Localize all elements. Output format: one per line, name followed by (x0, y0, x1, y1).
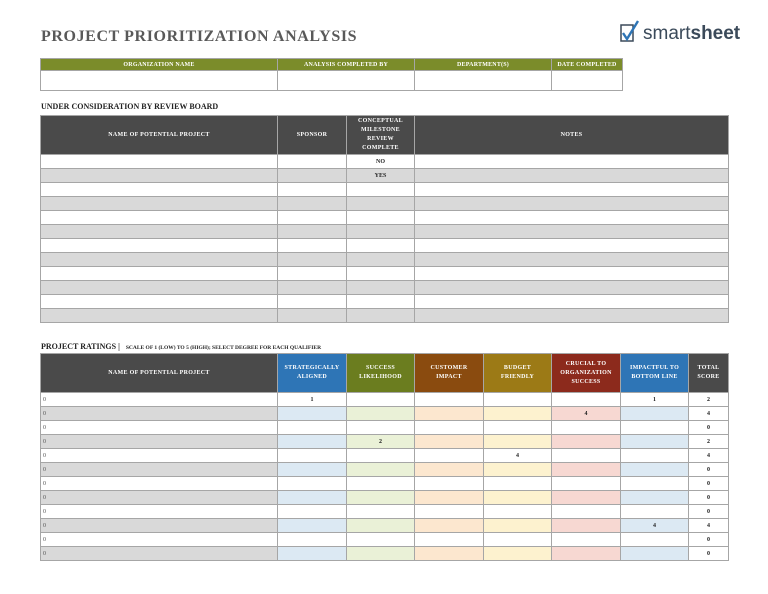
review-header-project: NAME OF POTENTIAL PROJECT (41, 116, 278, 155)
review-project-cell[interactable] (41, 155, 278, 169)
review-row (41, 155, 729, 169)
crucial-cell[interactable] (552, 393, 621, 407)
success-cell[interactable] (347, 449, 415, 463)
review-milestone-cell[interactable] (347, 183, 415, 197)
logo-text-light: smart (643, 23, 691, 44)
ratings-note: SCALE OF 1 (LOW) TO 5 (HIGH); SELECT DEGREE FOR EACH QUALIFIER (125, 345, 322, 351)
organization-name-field[interactable] (41, 71, 278, 91)
review-sponsor-cell[interactable] (278, 253, 347, 267)
rating-row (41, 435, 729, 449)
customer-cell[interactable] (415, 421, 484, 435)
total-score-cell: 0 (689, 505, 729, 519)
budget-cell[interactable] (484, 519, 552, 533)
customer-cell[interactable] (415, 547, 484, 561)
review-milestone-cell[interactable] (347, 253, 415, 267)
review-row (41, 169, 729, 183)
review-sponsor-cell[interactable] (278, 267, 347, 281)
review-sponsor-cell[interactable] (278, 183, 347, 197)
rating-row (41, 533, 729, 547)
review-project-cell[interactable] (41, 197, 278, 211)
ratings-header-total: TOTAL SCORE (689, 354, 729, 393)
budget-cell[interactable] (484, 547, 552, 561)
customer-cell[interactable] (415, 449, 484, 463)
bottom-line-cell[interactable] (621, 547, 689, 561)
rating-row (41, 393, 729, 407)
customer-cell[interactable] (415, 407, 484, 421)
rating-row (41, 491, 729, 505)
total-score-cell: 0 (689, 477, 729, 491)
review-project-cell[interactable] (41, 253, 278, 267)
review-notes-cell[interactable] (415, 295, 729, 309)
customer-cell[interactable] (415, 477, 484, 491)
ratings-header-bottom-line: IMPACTFUL TO BOTTOM LINE (621, 354, 689, 393)
crucial-cell[interactable] (552, 435, 621, 449)
crucial-cell[interactable] (552, 547, 621, 561)
strategic-cell[interactable] (278, 407, 347, 421)
review-milestone-cell[interactable] (347, 281, 415, 295)
customer-cell[interactable] (415, 435, 484, 449)
rating-project-name: 0 (41, 449, 278, 463)
rating-project-name: 0 (41, 435, 278, 449)
smartsheet-logo (620, 20, 740, 48)
review-milestone-cell[interactable] (347, 225, 415, 239)
date-completed-field[interactable] (552, 71, 623, 91)
review-row (41, 183, 729, 197)
budget-cell[interactable] (484, 505, 552, 519)
ratings-section-label (41, 342, 321, 351)
ratings-header-budget: BUDGET FRIENDLY (484, 354, 552, 393)
bottom-line-cell[interactable]: 4 (621, 519, 689, 533)
customer-cell[interactable] (415, 491, 484, 505)
total-score-cell: 0 (689, 533, 729, 547)
rating-project-name: 0 (41, 421, 278, 435)
rating-row (41, 505, 729, 519)
success-cell[interactable] (347, 547, 415, 561)
rating-row (41, 477, 729, 491)
rating-project-name: 0 (41, 407, 278, 421)
total-score-cell: 4 (689, 407, 729, 421)
bottom-line-cell[interactable] (621, 449, 689, 463)
review-milestone-cell[interactable] (347, 211, 415, 225)
rating-project-name: 0 (41, 533, 278, 547)
crucial-cell[interactable] (552, 421, 621, 435)
crucial-cell[interactable] (552, 477, 621, 491)
review-project-cell[interactable] (41, 309, 278, 323)
total-score-cell: 4 (689, 519, 729, 533)
success-cell[interactable] (347, 421, 415, 435)
review-project-cell[interactable] (41, 295, 278, 309)
strategic-cell[interactable] (278, 449, 347, 463)
review-row (41, 197, 729, 211)
total-score-cell: 4 (689, 449, 729, 463)
crucial-cell[interactable]: 4 (552, 407, 621, 421)
info-table (40, 58, 623, 91)
ratings-header-crucial: CRUCIAL TO ORGANIZATION SUCCESS (552, 354, 621, 393)
budget-cell[interactable] (484, 435, 552, 449)
success-cell[interactable] (347, 533, 415, 547)
budget-cell[interactable]: 4 (484, 449, 552, 463)
crucial-cell[interactable] (552, 449, 621, 463)
review-milestone-cell[interactable] (347, 309, 415, 323)
budget-cell[interactable] (484, 421, 552, 435)
strategic-cell[interactable] (278, 491, 347, 505)
review-milestone-cell[interactable] (347, 295, 415, 309)
total-score-cell: 0 (689, 463, 729, 477)
rating-project-name: 0 (41, 477, 278, 491)
review-project-cell[interactable] (41, 183, 278, 197)
strategic-cell[interactable] (278, 547, 347, 561)
review-sponsor-cell[interactable] (278, 169, 347, 183)
review-header-sponsor: SPONSOR (278, 116, 347, 155)
total-score-cell: 0 (689, 547, 729, 561)
total-score-cell: 2 (689, 435, 729, 449)
review-notes-cell[interactable] (415, 281, 729, 295)
review-project-cell[interactable] (41, 239, 278, 253)
crucial-cell[interactable] (552, 463, 621, 477)
review-project-cell[interactable] (41, 211, 278, 225)
budget-cell[interactable] (484, 533, 552, 547)
review-sponsor-cell[interactable] (278, 295, 347, 309)
success-cell[interactable] (347, 477, 415, 491)
review-sponsor-cell[interactable] (278, 225, 347, 239)
rating-project-name: 0 (41, 547, 278, 561)
strategic-cell[interactable] (278, 435, 347, 449)
review-table (40, 115, 729, 323)
info-header-departments: DEPARTMENT(S) (415, 59, 552, 71)
review-header-milestone: CONCEPTUAL MILESTONE REVIEW COMPLETE (347, 116, 415, 155)
review-milestone-cell[interactable]: NO (347, 155, 415, 169)
strategic-cell[interactable] (278, 533, 347, 547)
review-project-cell[interactable] (41, 169, 278, 183)
review-row (41, 239, 729, 253)
review-project-cell[interactable] (41, 267, 278, 281)
rating-row (41, 421, 729, 435)
review-sponsor-cell[interactable] (278, 197, 347, 211)
ratings-separator: | (118, 342, 120, 351)
success-cell[interactable] (347, 393, 415, 407)
review-notes-cell[interactable] (415, 211, 729, 225)
review-header-notes: NOTES (415, 116, 729, 155)
customer-cell[interactable] (415, 533, 484, 547)
success-cell[interactable] (347, 505, 415, 519)
analysis-by-field[interactable] (278, 71, 415, 91)
logo-text (643, 23, 740, 45)
review-notes-cell[interactable] (415, 169, 729, 183)
bottom-line-cell[interactable] (621, 435, 689, 449)
crucial-cell[interactable] (552, 491, 621, 505)
strategic-cell[interactable] (278, 463, 347, 477)
review-row (41, 309, 729, 323)
review-row (41, 253, 729, 267)
rating-project-name: 0 (41, 519, 278, 533)
strategic-cell[interactable] (278, 421, 347, 435)
review-sponsor-cell[interactable] (278, 155, 347, 169)
review-notes-cell[interactable] (415, 183, 729, 197)
info-header-analysis-by: ANALYSIS COMPLETED BY (278, 59, 415, 71)
logo-text-bold: sheet (690, 23, 741, 44)
bottom-line-cell[interactable]: 1 (621, 393, 689, 407)
customer-cell[interactable] (415, 463, 484, 477)
customer-cell[interactable] (415, 519, 484, 533)
rating-row (41, 407, 729, 421)
rating-project-name: 0 (41, 463, 278, 477)
review-row (41, 211, 729, 225)
total-score-cell: 2 (689, 393, 729, 407)
review-row (41, 267, 729, 281)
rating-project-name: 0 (41, 505, 278, 519)
rating-row (41, 449, 729, 463)
info-header-date: DATE COMPLETED (552, 59, 623, 71)
bottom-line-cell[interactable] (621, 407, 689, 421)
rating-project-name: 0 (41, 491, 278, 505)
ratings-title: PROJECT RATINGS (41, 342, 117, 351)
review-notes-cell[interactable] (415, 309, 729, 323)
review-notes-cell[interactable] (415, 253, 729, 267)
bottom-line-cell[interactable] (621, 421, 689, 435)
success-cell[interactable]: 2 (347, 435, 415, 449)
review-notes-cell[interactable] (415, 225, 729, 239)
rating-row (41, 463, 729, 477)
review-notes-cell[interactable] (415, 267, 729, 281)
budget-cell[interactable] (484, 463, 552, 477)
rating-row (41, 519, 729, 533)
ratings-header-project: NAME OF POTENTIAL PROJECT (41, 354, 278, 393)
success-cell[interactable] (347, 491, 415, 505)
bottom-line-cell[interactable] (621, 463, 689, 477)
bottom-line-cell[interactable] (621, 505, 689, 519)
review-section-label: UNDER CONSIDERATION BY REVIEW BOARD (41, 102, 219, 111)
budget-cell[interactable] (484, 477, 552, 491)
budget-cell[interactable] (484, 407, 552, 421)
review-milestone-cell[interactable]: YES (347, 169, 415, 183)
ratings-header-strategic: STRATEGICALLY ALIGNED (278, 354, 347, 393)
success-cell[interactable] (347, 407, 415, 421)
review-project-cell[interactable] (41, 281, 278, 295)
strategic-cell[interactable] (278, 477, 347, 491)
review-row (41, 281, 729, 295)
success-cell[interactable] (347, 519, 415, 533)
review-milestone-cell[interactable] (347, 267, 415, 281)
review-sponsor-cell[interactable] (278, 281, 347, 295)
total-score-cell: 0 (689, 421, 729, 435)
bottom-line-cell[interactable] (621, 491, 689, 505)
customer-cell[interactable] (415, 505, 484, 519)
review-sponsor-cell[interactable] (278, 309, 347, 323)
budget-cell[interactable] (484, 393, 552, 407)
ratings-header-customer: CUSTOMER IMPACT (415, 354, 484, 393)
customer-cell[interactable] (415, 393, 484, 407)
rating-row (41, 547, 729, 561)
review-notes-cell[interactable] (415, 197, 729, 211)
ratings-header-success: SUCCESS LIKELIHOOD (347, 354, 415, 393)
bottom-line-cell[interactable] (621, 477, 689, 491)
crucial-cell[interactable] (552, 533, 621, 547)
total-score-cell: 0 (689, 491, 729, 505)
crucial-cell[interactable] (552, 519, 621, 533)
success-cell[interactable] (347, 463, 415, 477)
strategic-cell[interactable]: 1 (278, 393, 347, 407)
ratings-table (40, 353, 729, 561)
checkmark-icon (620, 19, 640, 50)
bottom-line-cell[interactable] (621, 533, 689, 547)
strategic-cell[interactable] (278, 519, 347, 533)
review-milestone-cell[interactable] (347, 239, 415, 253)
review-row (41, 225, 729, 239)
crucial-cell[interactable] (552, 505, 621, 519)
review-sponsor-cell[interactable] (278, 239, 347, 253)
strategic-cell[interactable] (278, 505, 347, 519)
info-header-organization: ORGANIZATION NAME (41, 59, 278, 71)
review-milestone-cell[interactable] (347, 197, 415, 211)
review-notes-cell[interactable] (415, 239, 729, 253)
page-title: PROJECT PRIORITIZATION ANALYSIS (41, 28, 358, 45)
departments-field[interactable] (415, 71, 552, 91)
review-sponsor-cell[interactable] (278, 211, 347, 225)
review-row (41, 295, 729, 309)
review-project-cell[interactable] (41, 225, 278, 239)
budget-cell[interactable] (484, 491, 552, 505)
review-notes-cell[interactable] (415, 155, 729, 169)
rating-project-name: 0 (41, 393, 278, 407)
